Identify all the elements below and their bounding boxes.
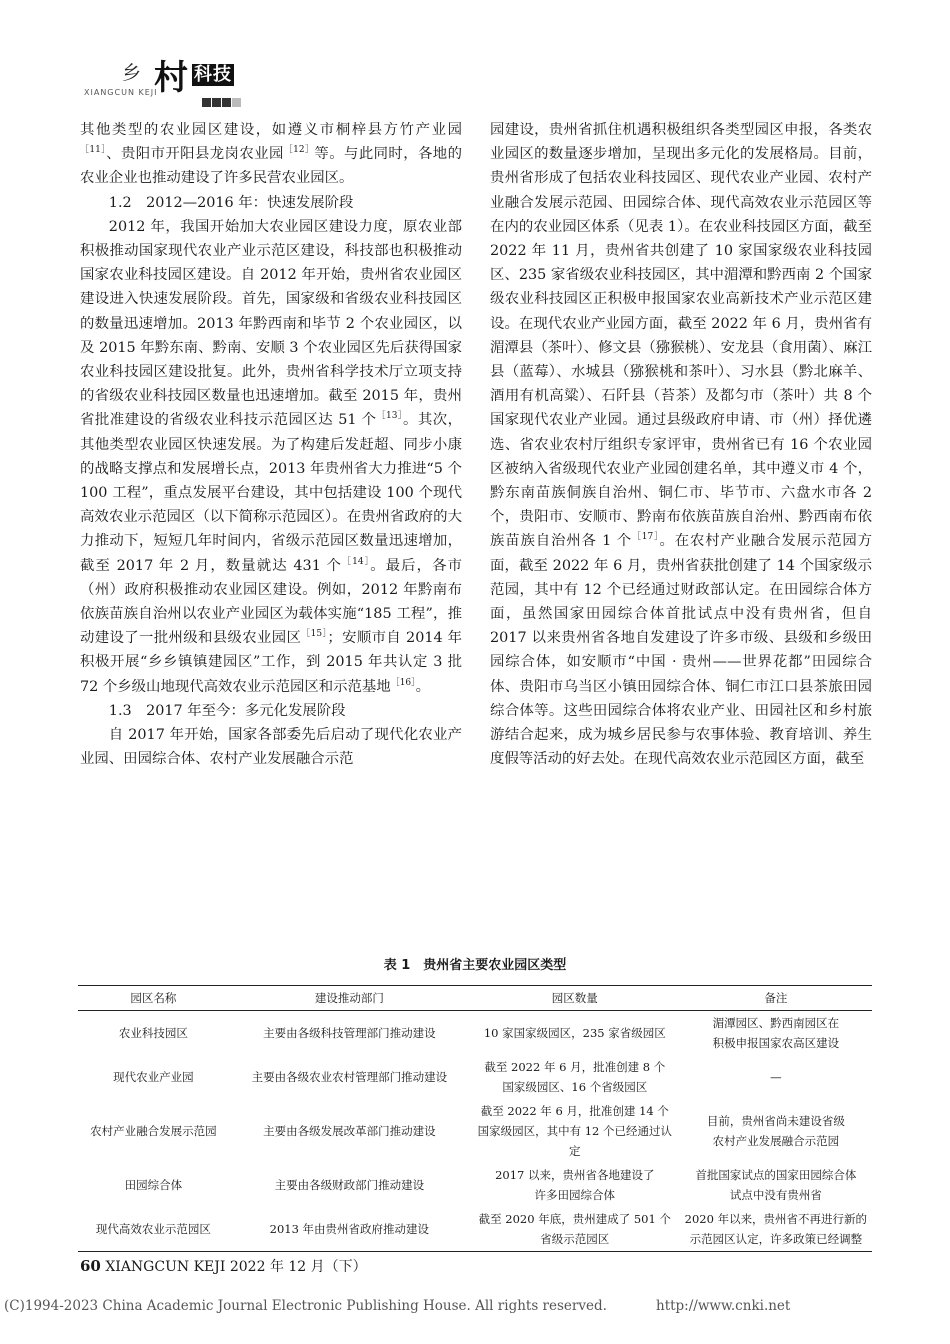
table-cell: 截至 2020 年底，贵州建成了 501 个 省级示范园区 <box>470 1207 680 1252</box>
table-caption: 表 1 贵州省主要农业园区类型 <box>383 958 567 973</box>
table-cell: 主要由各级财政部门推动建设 <box>274 1178 425 1192</box>
table-cell: 2013 年由贵州省政府推动建设 <box>229 1207 470 1252</box>
table-cell: 农村产业融合发展示范园 <box>90 1124 217 1138</box>
cnki-link[interactable]: http://www.cnki.net <box>656 1298 791 1314</box>
logo-xiang: 乡 <box>122 62 142 84</box>
table-cell: 主要由各级农业农村管理部门推动建设 <box>251 1070 448 1084</box>
table-cell: 主要由各级科技管理部门推动建设 <box>263 1026 436 1040</box>
section-heading-1-2: 1.2 2012—2016 年：快速发展阶段 <box>108 194 354 211</box>
journal-logo <box>84 52 254 110</box>
table-cell: 现代农业产业园 <box>113 1070 194 1084</box>
table-header: 园区数量 <box>470 986 680 1011</box>
table-header: 建设推动部门 <box>229 986 470 1011</box>
table-cell: 现代高效农业示范园区 <box>78 1207 229 1252</box>
logo-cun: 村 <box>154 58 188 98</box>
page-number: 60 <box>80 1257 101 1275</box>
page-footer <box>80 1256 367 1276</box>
table-header: 园区名称 <box>78 986 229 1011</box>
table-cell: 截至 2022 年 6 月，批准创建 8 个 国家级园区、16 个省级园区 <box>484 1060 666 1094</box>
journal-name: XIANGCUN KEJI <box>105 1259 226 1275</box>
table-cell: 2017 以来，贵州省各地建设了 许多田园综合体 <box>495 1168 655 1202</box>
table-header: 备注 <box>680 986 872 1011</box>
table-cell: — <box>770 1070 782 1084</box>
table-cell: 首批国家试点的国家田园综合体 试点中没有贵州省 <box>695 1168 857 1202</box>
paragraph: 自 2017 年开始，国家各部委先后启动了现代化农业产业园、田园综合体、农村产业发展融合示范 <box>80 727 462 768</box>
table-cell: 10 家国家级园区，235 家省级园区 <box>483 1026 666 1040</box>
paragraph: 2012 年，我国开始加大农业园区建设力度，原农业部积极推动国家现代农业产业示范区建设，科技部也积极推动国家农业科技园区建设。自 2012 年开始，贵州省农业园区建设进入快速发展阶段。首先，国家级和省级农业科技园区的数量迅速增加。2013 年黔西南和毕节 2 个农业园区，以及 2015 年黔东南、黔南、安顺 3 个农业园区先后获得国家农业科技园区建设批复。此外，贵州省科学技术厅立项支持的省级农业科技园区数量也迅速增加。截至 2015 年，贵州省批准建设的省级农业科技示范园区达 51 个$^{[13]}$。其次，其他类型农业园区快速发展。为了构建后发赶超、同步小康的战略支撑点和发展增长点，2013 年贵州省大力推进“5 个 100 工程”，重点发展平台建设，其中包括建设 100 个现代高效农业示范园区（以下简称示范园区）。在贵州省政府的大力推动下，短短几年时间内，省级示范园区数量迅速增加，截至 2017 年 2 月，数量就达 431 个$^{[14]}$。最后，各市（州）政府积极推动农业园区建设。例如，2012 年黔南布依族苗族自治州以农业产业园区为载体实施“185 工程”，推动建设了一批州级和县级农业园区$^{[15]}$；安顺市自 2014 年积极开展“乡乡镇镇建园区”工作，到 2015 年共认定 3 批 72 个乡级山地现代高效农业示范园区和示范基地$^{[16]}$。 <box>80 218 462 695</box>
copyright-notice: (C)1994-2023 China Academic Journal Electronic Publishing House. All rights reserved. <box>4 1298 607 1314</box>
table-row <box>78 1207 872 1252</box>
table-row <box>78 1163 872 1207</box>
table-cell: 湄潭园区、黔西南园区在 积极申报国家农高区建设 <box>712 1016 840 1050</box>
logo-pinyin: XIANGCUN KEJI <box>84 88 158 97</box>
left-column <box>80 118 462 771</box>
logo-keji: 科技 <box>194 64 232 85</box>
paragraph: 园建设，贵州省抓住机遇积极组织各类型园区申报，各类农业园区的数量逐步增加，呈现出多元化的发展格局。目前，贵州省形成了包括农业科技园区、现代农业产业园、农村产业融合发展示范园、田园综合体、现代高效农业示范园区等在内的农业园区体系（见表 1）。在农业科技园区方面，截至 2022 年 11 月，贵州省共创建了 10 家国家级农业科技园区、235 家省级农业科技园区，其中湄潭和黔西南 2 个国家级农业科技园区正积极申报国家农业高新技术产业示范区建设。在现代农业产业园方面，截至 2022 年 6 月，贵州省有湄潭县（茶叶）、修文县（猕猴桃）、安龙县（食用菌）、麻江县（蓝莓）、水城县（猕猴桃和茶叶）、习水县（黔北麻羊、酒用有机高粱）、石阡县（苔茶）及都匀市（茶叶）共 8 个国家现代农业产业园。通过县级政府申请、市（州）择优遴选、省农业农村厅组织专家评审，贵州省已有 16 个农业园区被纳入省级现代农业产业园创建名单，其中遵义市 4 个，黔东南苗族侗族自治州、铜仁市、毕节市、六盘水市各 2 个，贵阳市、安顺市、黔南布依族苗族自治州、黔西南布依族苗族自治州各 1 个$^{[17]}$。在农村产业融合发展示范园方面，截至 2022 年 6 月，贵州省获批创建了 14 个国家级示范园，其中有 12 个已经通过财政部认定。在田园综合体方面，虽然国家田园综合体首批试点中没有贵州省，但自 2017 以来贵州省各地自发建设了许多市级、县级和乡级田园综合体，如安顺市“中国 · 贵州——世界花都”田园综合体、贵阳市乌当区小镇田园综合体、铜仁市江口县茶旅田园综合体等。这些田园综合体将农业产业、田园社区和乡村旅游结合起来，成为城乡居民参与农事体验、教育培训、养生度假等活动的好去处。在现代高效农业示范园区方面，截至 <box>490 122 873 768</box>
table-cell: 截至 2022 年 6 月，批准创建 14 个 国家级园区，其中有 12 个已经通过认定 <box>477 1104 673 1158</box>
table-cell: 农业科技园区 <box>118 1026 188 1040</box>
section-heading-1-3: 1.3 2017 年至今：多元化发展阶段 <box>108 702 346 719</box>
table-cell: 主要由各级发展改革部门推动建设 <box>263 1124 436 1138</box>
logo-squares-icon <box>202 92 242 111</box>
table-cell: 2020 年以来，贵州省不再进行新的 示范园区认定，许多政策已经调整 <box>680 1207 872 1252</box>
table-row <box>78 1055 872 1099</box>
table-row <box>78 1011 872 1056</box>
table-cell: 田园综合体 <box>124 1178 183 1192</box>
right-column <box>490 118 872 771</box>
table-cell: 目前，贵州省尚未建设省级 农村产业发展融合示范园 <box>706 1114 845 1148</box>
table-header-row <box>78 986 872 1011</box>
park-types-table <box>78 985 872 1252</box>
paragraph: 其他类型的农业园区建设，如遵义市桐梓县方竹产业园$^{[11]}$、贵阳市开阳县龙岗农业园$^{[12]}$等。与此同时，各地的农业企业也推动建设了许多民营农业园区。 <box>80 122 462 187</box>
table-row <box>78 1099 872 1163</box>
issue-date: 2022 年 12 月（下） <box>229 1259 367 1275</box>
